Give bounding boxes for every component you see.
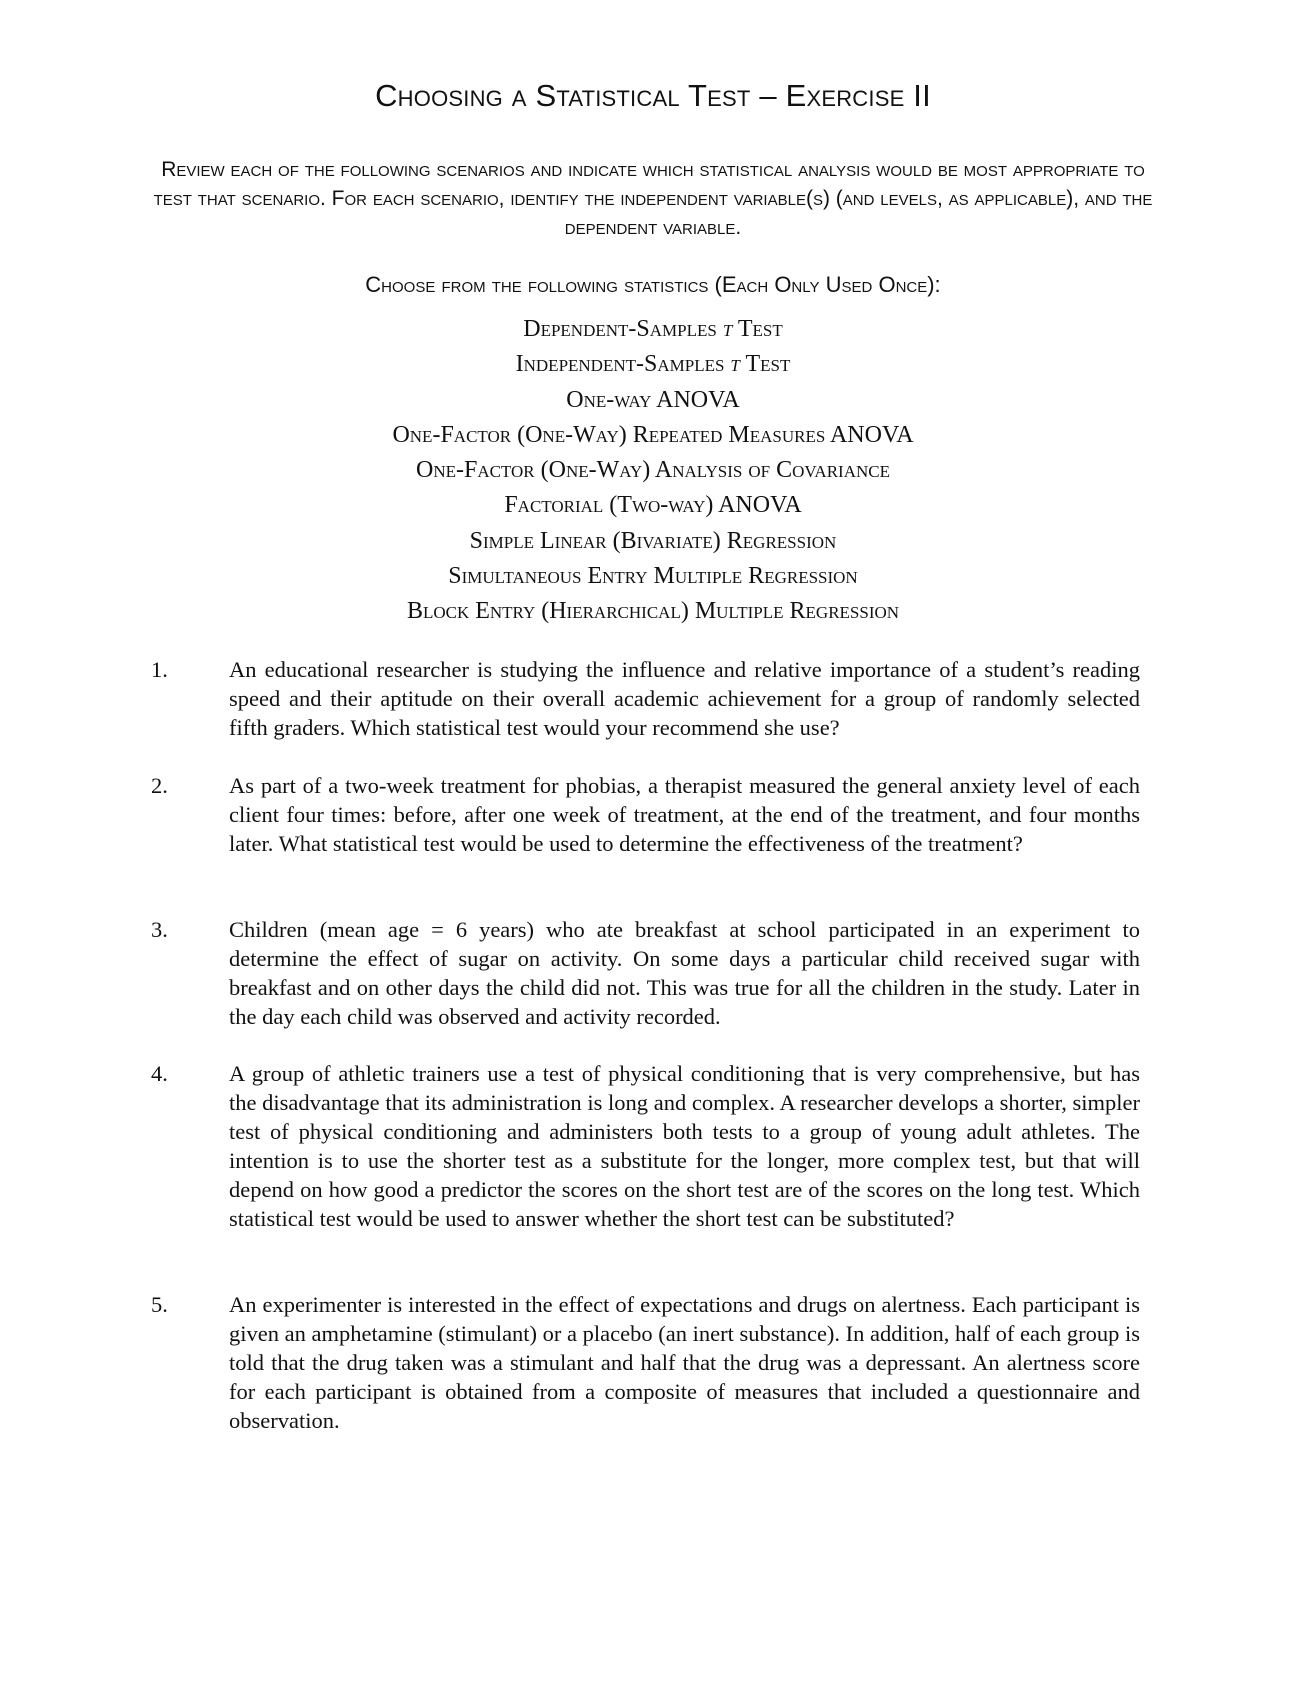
scenario-number: 1.	[151, 657, 168, 682]
choose-heading: Choose from the following statistics (Each Only Used Once):	[365, 272, 941, 297]
scenario-text: An educational researcher is studying the influence and relative importance of a student’s reading speed and their aptitude on their overall academic achievement for a group of randomly selected fifth graders. Which statistical test would your recommend she use?	[229, 657, 1140, 740]
statistic-item: One-Factor (One-Way) Repeated Measures ANOVA	[392, 421, 914, 448]
scenario-number: 2.	[151, 773, 168, 798]
statistic-item: Factorial (Two-way) ANOVA	[504, 492, 802, 519]
statistic-item: Independent-Samples t Test	[515, 351, 791, 378]
scenario-text: Children (mean age = 6 years) who ate breakfast at school participated in an experiment to determine the effect of sugar on activity. On some days a particular child received sugar with breakfast and on other days the child did not. This was true for all the children in the study. Later in the day each child was observed and activity recorded.	[229, 917, 1140, 1029]
document-title: Choosing a Statistical Test – Exercise II	[375, 78, 931, 113]
statistic-item: Simultaneous Entry Multiple Regression	[448, 563, 858, 590]
scenario-number: 3.	[151, 917, 168, 942]
statistic-item: Dependent-Samples t Test	[523, 316, 783, 342]
statistic-item: Simple Linear (Bivariate) Regression	[469, 527, 837, 554]
scenario-number: 4.	[151, 1061, 168, 1086]
scenario-text: A group of athletic trainers use a test of physical conditioning that is very comprehensive, but has the disadvantage that its administration is long and complex. A researcher develops a shorter, simpler test of physical conditioning and administers both tests to a group of young adult athletes. The intention is to use the shorter test as a substitute for the longer, more complex test, but that will depend on how good a predictor the scores on the short test are of the scores on the long test. Which statistical test would be used to answer whether the short test can be substituted?	[229, 1061, 1140, 1231]
statistic-item: Block Entry (Hierarchical) Multiple Regression	[406, 598, 900, 625]
statistic-item: One-way ANOVA	[566, 386, 740, 413]
scenario-text: An experimenter is interested in the effect of expectations and drugs on alertness. Each participant is given an amphetamine (stimulant) or a placebo (an inert substance). In addition, half of each group is told that the drug taken was a stimulant and half that the drug was a depressant. An alertness score for each participant is obtained from a composite of measures that included a questionnaire and observation.	[229, 1292, 1140, 1433]
scenario-number: 5.	[151, 1292, 168, 1317]
statistic-item: One-Factor (One-Way) Analysis of Covariance	[415, 457, 890, 484]
scenario-text: As part of a two-week treatment for phobias, a therapist measured the general anxiety level of each client four times: before, after one week of treatment, at the end of the treatment, and four months later. What statistical test would be used to determine the effectiveness of the treatment?	[229, 773, 1140, 856]
instructions-paragraph: Review each of the following scenarios and indicate which statistical analysis would be most appropriate to test that scenario. For each scenario, identify the independent variable(s) (and levels, as applicable), and the dependent variable.	[153, 158, 1153, 239]
statistics-list	[0, 312, 1306, 630]
